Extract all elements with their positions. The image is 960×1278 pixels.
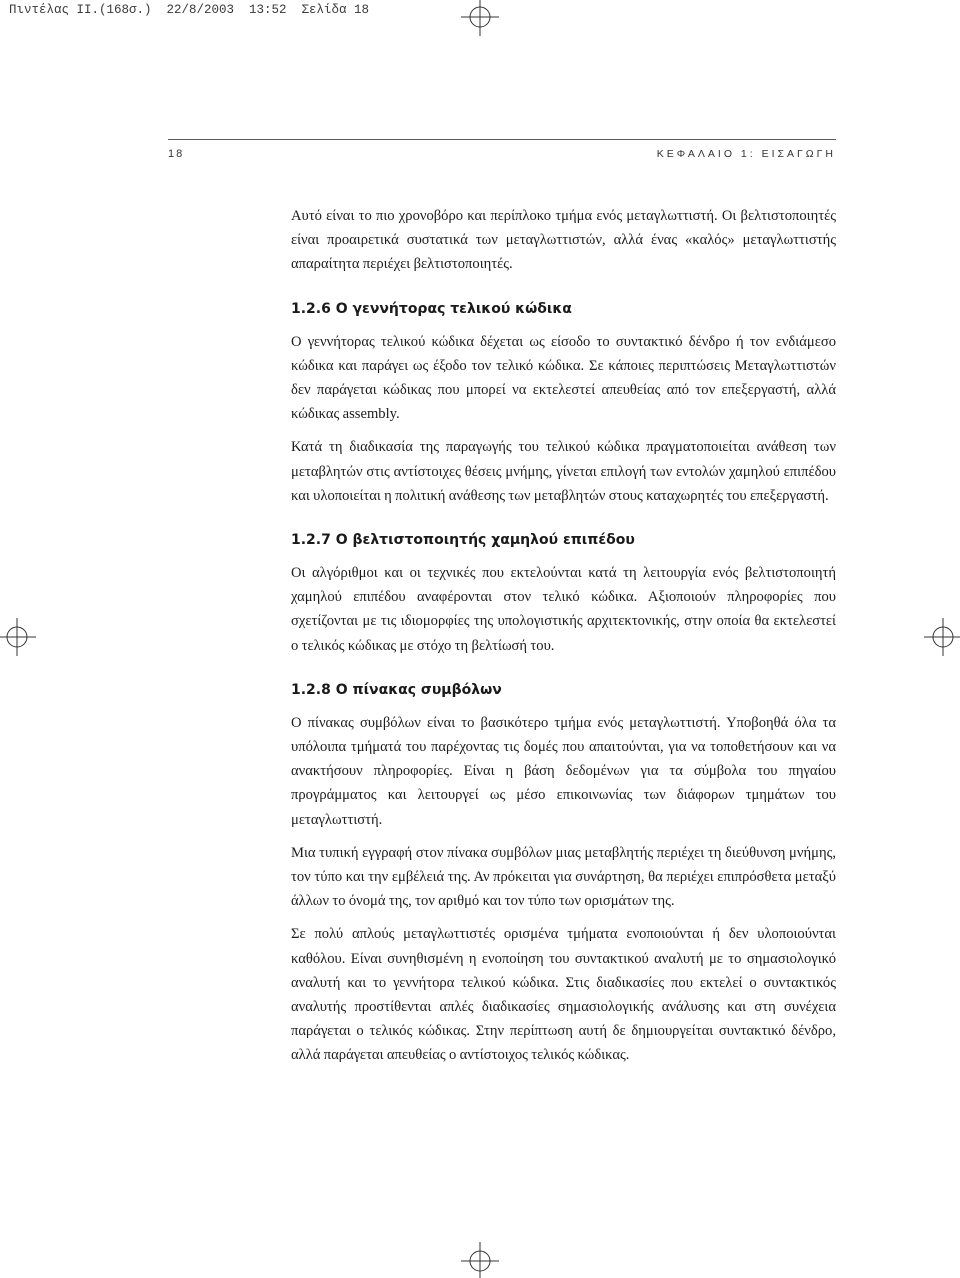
section-heading-1-2-7: 1.2.7 Ο βελτιστοποιητής χαμηλού επιπέδου [291,532,635,549]
registration-mark-bottom-icon [461,1240,499,1278]
registration-mark-left-icon [0,618,38,656]
registration-mark-top-icon [461,0,499,38]
section-heading-1-2-6: 1.2.6 Ο γεννήτορας τελικού κώδικα [291,300,572,317]
page-number: 18 [168,148,185,160]
paragraph: Οι αλγόριθμοι και οι τεχνικές που εκτελούνται κατά τη λειτουργία ενός βελτιστοποιητή χαμηλού επιπέδου αναφέρονται στον τελικό κώδικα. Αξιοποιούν πληροφορίες που σχετίζονται με τις ιδιομορφίες της υπολογιστικής αρχιτεκτονικής, στην οποία θα εκτελεστεί ο τελικός κώδικας με στόχο τη βελτίωσή του. [291,565,836,654]
paragraph: Μια τυπική εγγραφή στον πίνακα συμβόλων μιας μεταβλητής περιέχει τη διεύθυνση μνήμης, τον τύπο και την εμβέλειά της. Αν πρόκειται για συνάρτηση, θα περιέχει επιπρόσθετα μεταξύ άλλων το όνομά της, τον αριθμό και τον τύπο των ορισμάτων της. [291,844,836,910]
paragraph: Σε πολύ απλούς μεταγλωττιστές ορισμένα τμήματα ενοποιούνται ή δεν υλοποιούνται καθόλου. Είναι συνηθισμένη η ενοποίηση του συντακτικού αναλυτή με το σημασιολογικό αναλυτή και το γεννήτορα τελικού κώδικα. Στις διαδικασίες που εκτελεί ο συντακτικός αναλυτής προστίθενται απλές διαδικασίες σημασιολογικής ανάλυσης και στη συνέχεια παράγεται ο τελικός κώδικας. Στην περίπτωση αυτή δε δημιουργείται συντακτικό δένδρο, αλλά παράγεται απευθείας ο αντίστοιχος τελικός κώδικας. [291,926,836,1064]
paragraph: Κατά τη διαδικασία της παραγωγής του τελικού κώδικα πραγματοποιείται ανάθεση των μεταβλητών στις αντίστοιχες θέσεις μνήμης, γίνεται επιλογή των εντολών χαμηλού επιπέδου και υλοποιείται η πολιτική ανάθεσης των μεταβλητών στους καταχωρητές του επεξεργαστή. [291,439,836,504]
registration-mark-right-icon [922,618,960,656]
section-heading-1-2-8: 1.2.8 Ο πίνακας συμβόλων [291,681,502,698]
paragraph: Ο γεννήτορας τελικού κώδικα δέχεται ως είσοδο το συντακτικό δένδρο ή τον ενδιάμεσο κώδικα και παράγει ως έξοδο τον τελικό κώδικα. Σε κάποιες περιπτώσεις Μεταγλωττιστών δεν παράγεται κώδικας που μπορεί να εκτελεστεί απευθείας από τον επεξεργαστή, αλλά κώδικας assembly. [291,333,836,423]
paragraph: Ο πίνακας συμβόλων είναι το βασικότερο τμήμα ενός μεταγλωττιστή. Υποβοηθά όλα τα υπόλοιπα τμήματά του παρέχοντας τις δομές που απαιτούνται, για να τοποθετήσουν και να ανακτήσουν πληροφορίες. Είναι η βάση δεδομένων για τα σύμβολα του πηγαίου προγράμματος και λειτουργεί ως μέσο επικοινωνίας των διάφορων τμημάτων του μεταγλωττιστή. [291,714,836,828]
header-rule [168,139,836,140]
print-slug-line: Πιντέλας ΙΙ.(168σ.) 22/8/2003 13:52 Σελίδα 18 [9,3,370,17]
page-body [291,204,836,1077]
paragraph: Αυτό είναι το πιο χρονοβόρο και περίπλοκο τμήμα ενός μεταγλωττιστή. Οι βελτιστοποιητές είναι προαιρετικά συστατικά των μεταγλωττιστών, αλλά ένας «καλός» μεταγλωττιστής απαραίτητα περιέχει βελτιστοποιητές. [291,208,836,273]
running-head: ΚΕΦΑΛΑΙΟ 1: ΕΙΣΑΓΩΓΗ [656,148,836,160]
